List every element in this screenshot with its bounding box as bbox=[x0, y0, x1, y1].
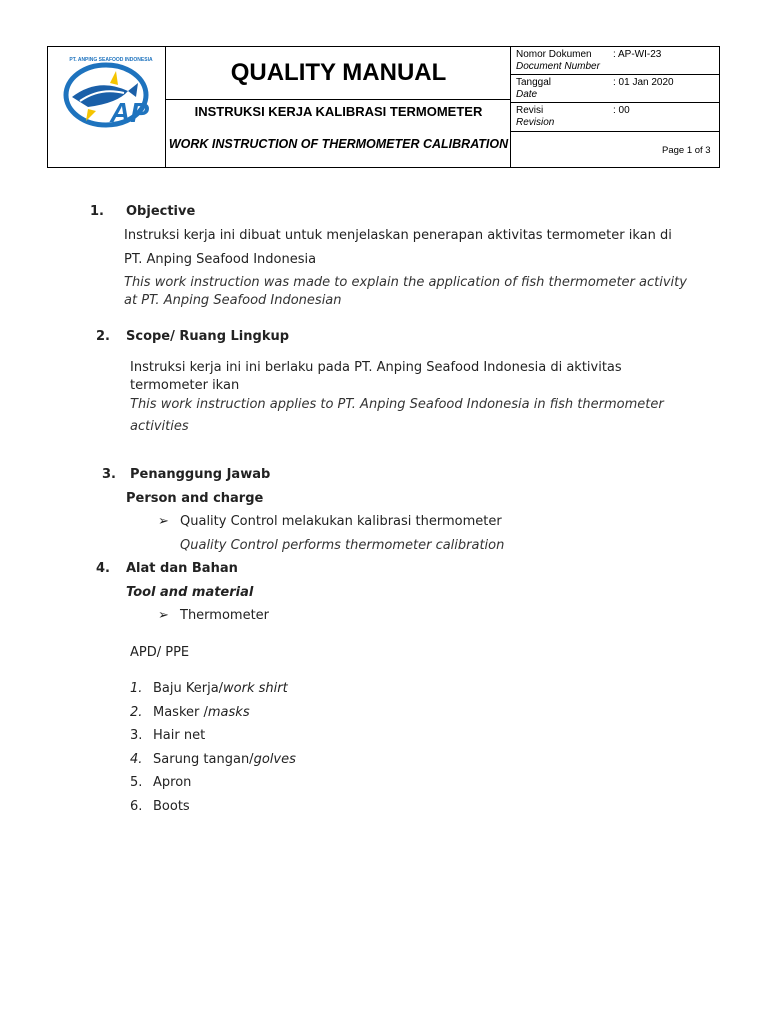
section-title-responsible-en: Person and charge bbox=[126, 491, 264, 506]
ppe-item-number: 2. bbox=[130, 704, 143, 720]
document-header bbox=[47, 46, 720, 168]
ppe-item-number: 4. bbox=[130, 751, 143, 767]
revision-label: Revisi Revision bbox=[516, 105, 555, 128]
scope-text-en: This work instruction applies to PT. Anping Seafood Indonesia in fish thermometer bbox=[130, 397, 664, 412]
ppe-list-item bbox=[130, 680, 288, 698]
section-title-responsible: Penanggung Jawab bbox=[130, 467, 271, 482]
ppe-item-text-en: work shirt bbox=[223, 681, 288, 696]
revision-value: : 00 bbox=[613, 105, 630, 116]
ppe-label: APD/ PPE bbox=[130, 645, 190, 660]
section-title-objective: Objective bbox=[126, 204, 196, 219]
document-subtitle-id: INSTRUKSI KERJA KALIBRASI TERMOMETER bbox=[194, 104, 483, 119]
scope-text-id-2: termometer ikan bbox=[130, 378, 240, 393]
ppe-item-text: Boots bbox=[153, 799, 190, 814]
tools-bullet: Thermometer bbox=[180, 608, 270, 623]
objective-text-id-2: PT. Anping Seafood Indonesia bbox=[124, 252, 317, 267]
date-label-en: Date bbox=[516, 89, 538, 100]
doc-number-value: : AP-WI-23 bbox=[613, 49, 662, 60]
ppe-item-text: Baju Kerja/ bbox=[153, 681, 224, 696]
document-subtitle-en: WORK INSTRUCTION OF THERMOMETER CALIBRATION bbox=[168, 137, 509, 151]
ppe-item-number: 1. bbox=[130, 681, 143, 696]
objective-text-en-2: at PT. Anping Seafood Indonesian bbox=[124, 293, 342, 308]
company-logo bbox=[58, 57, 158, 135]
responsible-bullet-en: Quality Control performs thermometer calibration bbox=[180, 538, 505, 553]
section-title-scope: Scope/ Ruang Lingkup bbox=[126, 329, 290, 344]
logo-ring-text: PT. ANPING SEAFOOD INDONESIA bbox=[69, 57, 153, 63]
ppe-item-text: Masker / bbox=[153, 704, 208, 720]
objective-text-en: This work instruction was made to explain the application of fish thermometer activity bbox=[124, 275, 687, 290]
ppe-list-item bbox=[130, 798, 190, 816]
revision-label-en: Revision bbox=[516, 117, 555, 128]
ppe-item-text: Apron bbox=[153, 775, 192, 791]
section-number: 2. bbox=[96, 329, 110, 344]
date-value: : 01 Jan 2020 bbox=[613, 77, 674, 88]
ppe-list-item bbox=[130, 751, 296, 769]
doc-number-label: Nomor Dokumen Document Number bbox=[516, 49, 600, 72]
ppe-item-number: 5. bbox=[130, 775, 143, 791]
section-number: 4. bbox=[96, 561, 110, 576]
ppe-list-item bbox=[130, 704, 250, 722]
bullet-icon: ➢ bbox=[158, 608, 169, 623]
ppe-item-text: Sarung tangan/ bbox=[153, 751, 254, 767]
document-title: QUALITY MANUAL bbox=[230, 59, 447, 86]
section-number: 3. bbox=[102, 467, 116, 482]
section-number: 1. bbox=[90, 204, 104, 219]
scope-text-en-2: activities bbox=[130, 419, 189, 434]
ppe-item-text-en: masks bbox=[207, 704, 250, 720]
section-title-tools-en: Tool and material bbox=[126, 585, 254, 600]
responsible-bullet: Quality Control melakukan kalibrasi thermometer bbox=[180, 514, 502, 529]
bullet-icon: ➢ bbox=[158, 514, 169, 529]
scope-text-id: Instruksi kerja ini ini berlaku pada PT. Anping Seafood Indonesia di aktivitas bbox=[130, 360, 622, 375]
ppe-list-item bbox=[130, 774, 191, 792]
date-label: Tanggal Date bbox=[516, 77, 552, 100]
logo-mark: AP bbox=[110, 97, 149, 128]
ppe-item-text: Hair net bbox=[153, 728, 206, 744]
doc-number-label-en: Document Number bbox=[516, 61, 600, 72]
ppe-list-item bbox=[130, 727, 205, 745]
ppe-item-number: 3. bbox=[130, 728, 143, 744]
ppe-item-text-en: golves bbox=[253, 751, 296, 767]
section-title-tools: Alat dan Bahan bbox=[126, 561, 238, 576]
ppe-item-number: 6. bbox=[130, 799, 143, 814]
page-number: Page 1 of 3 bbox=[662, 145, 711, 156]
objective-text-id: Instruksi kerja ini dibuat untuk menjelaskan penerapan aktivitas termometer ikan di bbox=[124, 228, 672, 243]
